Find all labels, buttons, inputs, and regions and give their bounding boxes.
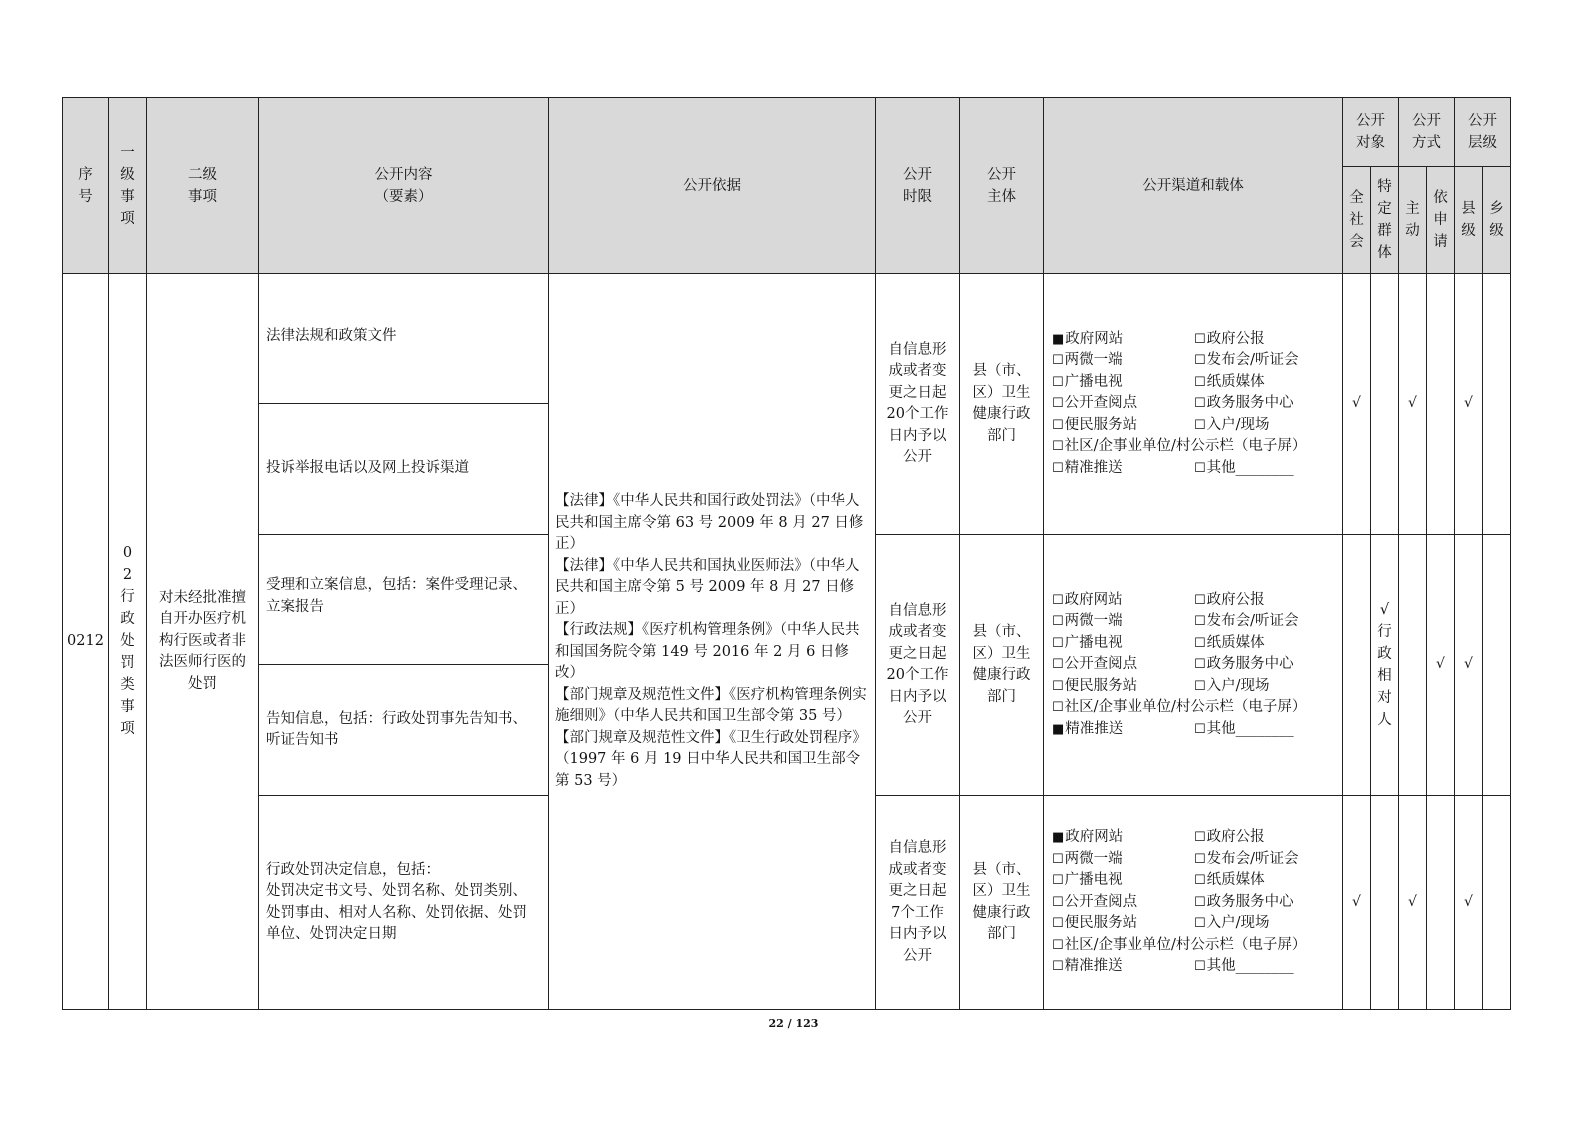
- channel-option-gov-gazette: [1194, 590, 1334, 612]
- level-town-mark: [1483, 274, 1511, 535]
- checkbox-icon: ☐: [1194, 460, 1206, 476]
- header-level: 公开层级: [1455, 98, 1511, 167]
- object-specific-mark: [1371, 796, 1399, 1010]
- channel-list: [1044, 796, 1343, 1010]
- time-limit: 自信息形成或者变更之日起20个工作日内予以公开: [876, 274, 960, 535]
- channel-option-board: [1052, 935, 1334, 957]
- checkbox-icon: ☐: [1052, 851, 1064, 867]
- channel-option-service-station: [1052, 913, 1194, 935]
- subject: 县（市、区）卫生健康行政部门: [960, 274, 1044, 535]
- channel-label: 纸质媒体: [1206, 373, 1265, 390]
- channel-option-service-station: [1052, 415, 1194, 437]
- channel-label: 社区/企事业单位/村公示栏（电子屏）: [1064, 936, 1307, 953]
- channel-option-reading: [1052, 892, 1194, 914]
- channel-label: 发布会/听证会: [1206, 613, 1299, 630]
- channel-label: 社区/企事业单位/村公示栏（电子屏）: [1064, 699, 1307, 716]
- record-basis: 【法律】《中华人民共和国行政处罚法》（中华人民共和国主席令第 63 号 2009 年 8 月 27 日修正） 【法律】《中华人民共和国执业医师法》（中华人民共和国主席令第 5 号 2009 年 8 月 27 日修正） 【行政法规】《医疗机构管理条例》（中华人民共和国国务院令第 149 号 2016 年 2 月 6 日修改） 【部门规章及规范性文件】《医疗机构管理条例实施细则》（中华人民共和国卫生部令第 35 号） 【部门规章及规范性文件】《卫生行政处罚程序》（1997 年 6 月 19 日中华人民共和国卫生部令第 53 号）: [549, 274, 876, 1010]
- checkbox-icon: ☐: [1194, 331, 1206, 347]
- channel-label: 其他________: [1206, 720, 1294, 737]
- header-subject: 公开主体: [960, 98, 1044, 274]
- content-item: 行政处罚决定信息，包括： 处罚决定书文号、处罚名称、处罚类别、处罚事由、相对人名称、处罚依据、处罚单位、处罚决定日期: [259, 796, 549, 1010]
- channel-label: 政务服务中心: [1206, 656, 1294, 673]
- channel-label: 政务服务中心: [1206, 893, 1294, 910]
- checkbox-icon: ☐: [1052, 592, 1064, 608]
- record-level2: 对未经批准擅自开办医疗机构行医或者非法医师行医的处罚: [147, 274, 259, 1010]
- checkbox-icon: ☐: [1194, 635, 1206, 651]
- checkbox-icon: ☐: [1194, 851, 1206, 867]
- checkbox-icon: ☐: [1194, 614, 1206, 630]
- header-method-active: 主动: [1399, 167, 1427, 274]
- header-channel: 公开渠道和载体: [1044, 98, 1343, 274]
- level-county-mark: √: [1455, 274, 1483, 535]
- header-object-all: 全社会: [1343, 167, 1371, 274]
- checkbox-icon: ☐: [1052, 635, 1064, 651]
- channel-option-gov-gazette: [1194, 827, 1334, 849]
- channel-option-press: [1194, 350, 1334, 372]
- header-content: 公开内容 （要素）: [259, 98, 549, 274]
- checkbox-icon: ☐: [1052, 396, 1064, 412]
- page-number: 22 / 123: [768, 1017, 819, 1030]
- checkbox-icon: ☐: [1052, 959, 1064, 975]
- channel-option-gov-site: [1052, 827, 1194, 849]
- channel-option-service-center: [1194, 654, 1334, 676]
- level-town-mark: [1483, 535, 1511, 796]
- channel-option-service-center: [1194, 892, 1334, 914]
- channel-option-board: [1052, 436, 1334, 458]
- channel-option-service-station: [1052, 676, 1194, 698]
- checkbox-icon: ☐: [1052, 700, 1064, 716]
- header-level-town: 乡级: [1483, 167, 1511, 274]
- channel-option-reading: [1052, 654, 1194, 676]
- header-seq: 序号: [63, 98, 109, 274]
- channel-option-tv: [1052, 372, 1194, 394]
- channel-label: 公开查阅点: [1064, 656, 1138, 673]
- checkbox-icon: ☐: [1052, 460, 1064, 476]
- checkbox-icon: ☐: [1194, 374, 1206, 390]
- channel-label: 发布会/听证会: [1206, 352, 1299, 369]
- checkbox-icon: ☐: [1194, 353, 1206, 369]
- channel-label: 纸质媒体: [1206, 634, 1265, 651]
- channel-option-gov-site: [1052, 590, 1194, 612]
- object-specific-mark: √行政相对人: [1371, 535, 1399, 796]
- checkbox-icon: ☐: [1194, 721, 1206, 737]
- method-active-mark: [1399, 535, 1427, 796]
- channel-label: 便民服务站: [1064, 915, 1138, 932]
- method-apply-mark: √: [1427, 535, 1455, 796]
- channel-label: 入户/现场: [1206, 416, 1270, 433]
- channel-option-push: [1052, 956, 1194, 978]
- channel-option-service-center: [1194, 393, 1334, 415]
- channel-option-push: [1052, 719, 1194, 741]
- content-item: 受理和立案信息，包括：案件受理记录、立案报告: [259, 535, 549, 665]
- channel-label: 政府网站: [1065, 829, 1124, 846]
- channel-list: [1044, 274, 1343, 535]
- content-item: 法律法规和政策文件: [259, 274, 549, 404]
- checkbox-icon: ☐: [1194, 959, 1206, 975]
- record-seq: 0212: [63, 274, 109, 1010]
- checkbox-icon: ■: [1052, 721, 1065, 737]
- object-all-mark: √: [1343, 796, 1371, 1010]
- channel-label: 政府网站: [1064, 591, 1123, 608]
- channel-label: 其他________: [1206, 459, 1294, 476]
- channel-label: 其他________: [1206, 958, 1294, 975]
- channel-option-door: [1194, 676, 1334, 698]
- channel-option-paper: [1194, 372, 1334, 394]
- channel-option-gov-site: [1052, 329, 1194, 351]
- header-level1: 一级事项: [109, 98, 147, 274]
- header-time-limit: 公开时限: [876, 98, 960, 274]
- channel-option-paper: [1194, 870, 1334, 892]
- object-specific-mark: [1371, 274, 1399, 535]
- channel-option-reading: [1052, 393, 1194, 415]
- subject: 县（市、区）卫生健康行政部门: [960, 535, 1044, 796]
- channel-option-gov-gazette: [1194, 329, 1334, 351]
- checkbox-icon: ☐: [1194, 657, 1206, 673]
- header-method: 公开方式: [1399, 98, 1455, 167]
- channel-list: [1044, 535, 1343, 796]
- header-method-apply: 依申请: [1427, 167, 1455, 274]
- channel-option-other: [1194, 956, 1334, 978]
- channel-label: 政府网站: [1065, 330, 1124, 347]
- checkbox-icon: ☐: [1052, 417, 1064, 433]
- channel-label: 两微一端: [1064, 850, 1123, 867]
- checkbox-icon: ☐: [1052, 353, 1064, 369]
- channel-label: 广播电视: [1064, 872, 1123, 889]
- channel-label: 广播电视: [1064, 373, 1123, 390]
- header-object: 公开对象: [1343, 98, 1399, 167]
- method-apply-mark: [1427, 796, 1455, 1010]
- subject: 县（市、区）卫生健康行政部门: [960, 796, 1044, 1010]
- channel-label: 纸质媒体: [1206, 872, 1265, 889]
- time-limit: 自信息形成或者变更之日起20个工作日内予以公开: [876, 535, 960, 796]
- checkbox-icon: ☐: [1194, 396, 1206, 412]
- channel-label: 政务服务中心: [1206, 395, 1294, 412]
- checkbox-icon: ☐: [1052, 657, 1064, 673]
- record-level1: 02行政处罚类事项: [109, 274, 147, 1010]
- channel-label: 便民服务站: [1064, 416, 1138, 433]
- channel-option-other: [1194, 719, 1334, 741]
- channel-option-two-micro: [1052, 849, 1194, 871]
- level-county-mark: √: [1455, 796, 1483, 1010]
- channel-label: 两微一端: [1064, 352, 1123, 369]
- checkbox-icon: ☐: [1194, 894, 1206, 910]
- checkbox-icon: ☐: [1194, 678, 1206, 694]
- channel-label: 两微一端: [1064, 613, 1123, 630]
- channel-option-push: [1052, 458, 1194, 480]
- channel-label: 发布会/听证会: [1206, 850, 1299, 867]
- disclosure-table: [62, 97, 1511, 1010]
- checkbox-icon: ☐: [1052, 374, 1064, 390]
- content-item: 投诉举报电话以及网上投诉渠道: [259, 404, 549, 535]
- channel-label: 公开查阅点: [1064, 395, 1138, 412]
- checkbox-icon: ☐: [1194, 417, 1206, 433]
- header-level-county: 县级: [1455, 167, 1483, 274]
- channel-option-door: [1194, 913, 1334, 935]
- channel-option-two-micro: [1052, 611, 1194, 633]
- checkbox-icon: ☐: [1194, 873, 1206, 889]
- channel-option-paper: [1194, 633, 1334, 655]
- level-county-mark: √: [1455, 535, 1483, 796]
- checkbox-icon: ☐: [1194, 592, 1206, 608]
- channel-option-two-micro: [1052, 350, 1194, 372]
- checkbox-icon: ■: [1052, 830, 1065, 846]
- method-apply-mark: [1427, 274, 1455, 535]
- checkbox-icon: ☐: [1194, 830, 1206, 846]
- header-basis: 公开依据: [549, 98, 876, 274]
- channel-option-press: [1194, 849, 1334, 871]
- channel-option-board: [1052, 697, 1334, 719]
- channel-label: 入户/现场: [1206, 677, 1270, 694]
- channel-label: 入户/现场: [1206, 915, 1270, 932]
- channel-option-press: [1194, 611, 1334, 633]
- checkbox-icon: ☐: [1194, 916, 1206, 932]
- checkbox-icon: ☐: [1052, 937, 1064, 953]
- channel-label: 精准推送: [1064, 459, 1123, 476]
- channel-label: 公开查阅点: [1064, 893, 1138, 910]
- channel-option-tv: [1052, 633, 1194, 655]
- time-limit: 自信息形成或者变更之日起7个工作日内予以公开: [876, 796, 960, 1010]
- method-active-mark: √: [1399, 274, 1427, 535]
- checkbox-icon: ☐: [1052, 439, 1064, 455]
- content-item: 告知信息，包括：行政处罚事先告知书、听证告知书: [259, 665, 549, 796]
- checkbox-icon: ☐: [1052, 916, 1064, 932]
- object-all-mark: [1343, 535, 1371, 796]
- channel-label: 便民服务站: [1064, 677, 1138, 694]
- header-object-specific: 特定群体: [1371, 167, 1399, 274]
- checkbox-icon: ☐: [1052, 678, 1064, 694]
- channel-label: 社区/企事业单位/村公示栏（电子屏）: [1064, 438, 1307, 455]
- checkbox-icon: ☐: [1052, 614, 1064, 630]
- channel-label: 广播电视: [1064, 634, 1123, 651]
- level-town-mark: [1483, 796, 1511, 1010]
- channel-label: 精准推送: [1065, 720, 1124, 737]
- channel-option-other: [1194, 458, 1334, 480]
- object-all-mark: √: [1343, 274, 1371, 535]
- checkbox-icon: ☐: [1052, 873, 1064, 889]
- channel-option-door: [1194, 415, 1334, 437]
- channel-label: 政府公报: [1206, 591, 1265, 608]
- channel-label: 政府公报: [1206, 330, 1265, 347]
- channel-option-tv: [1052, 870, 1194, 892]
- checkbox-icon: ☐: [1052, 894, 1064, 910]
- header-level2: 二级事项: [147, 98, 259, 274]
- method-active-mark: √: [1399, 796, 1427, 1010]
- checkbox-icon: ■: [1052, 331, 1065, 347]
- channel-label: 精准推送: [1064, 958, 1123, 975]
- channel-label: 政府公报: [1206, 829, 1265, 846]
